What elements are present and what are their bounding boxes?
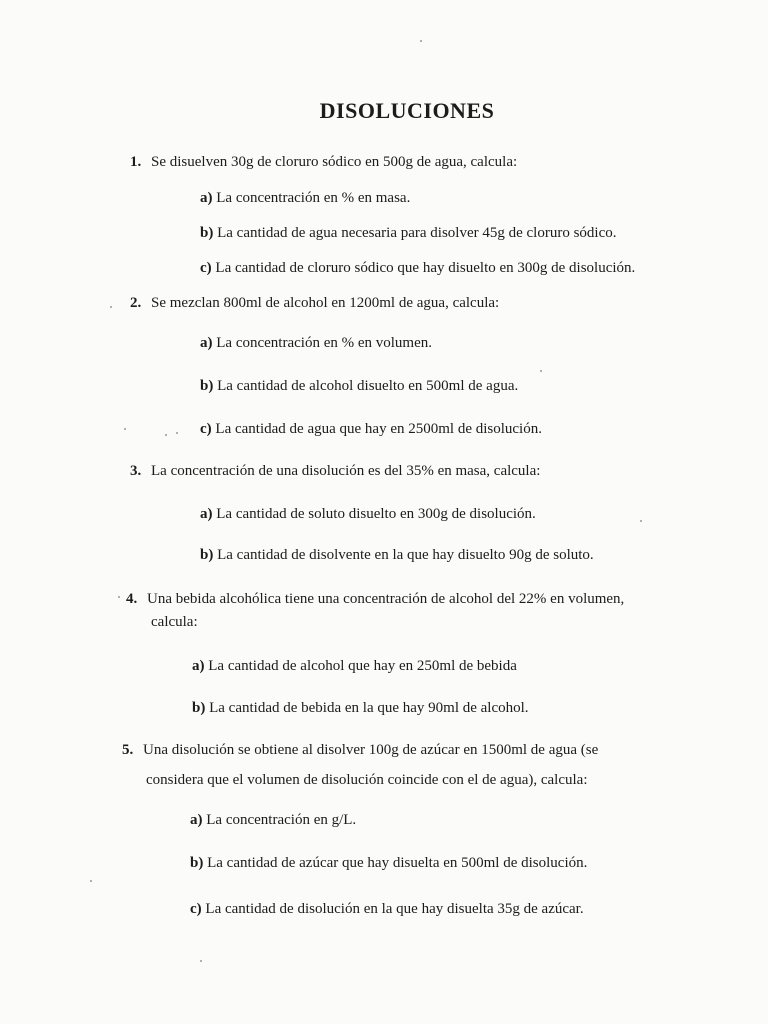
- scan-speck: [540, 370, 542, 372]
- item-text: La cantidad de agua que hay en 2500ml de disolución.: [215, 421, 542, 437]
- problem-number: 2.: [130, 295, 142, 311]
- scan-speck: [118, 596, 120, 598]
- problem-text: Se mezclan 800ml de alcohol en 1200ml de agua, calcula:: [151, 295, 500, 311]
- item-text: La cantidad de alcohol disuelto en 500ml de agua.: [217, 378, 519, 394]
- problem-4: [126, 589, 624, 609]
- item-label: a): [190, 812, 203, 828]
- problem-text-cont: considera que el volumen de disolución coincide con el de agua), calcula:: [146, 772, 588, 788]
- problem-5: [122, 740, 598, 760]
- item-label: a): [192, 658, 205, 674]
- problem-item: [200, 223, 617, 243]
- item-label: a): [200, 506, 213, 522]
- scan-speck: [200, 960, 202, 962]
- item-label: c): [200, 260, 212, 276]
- item-label: a): [200, 190, 213, 206]
- item-label: c): [190, 901, 202, 917]
- item-text: La cantidad de bebida en la que hay 90ml de alcohol.: [209, 700, 529, 716]
- problem-2: [130, 293, 499, 313]
- item-label: a): [200, 335, 213, 351]
- item-text: La cantidad de cloruro sódico que hay disuelto en 300g de disolución.: [215, 260, 636, 276]
- problem-item: [190, 853, 587, 873]
- problem-text: Una bebida alcohólica tiene una concentración de alcohol del 22% en volumen,: [147, 591, 625, 607]
- problem-number: 4.: [126, 591, 138, 607]
- item-label: b): [200, 378, 214, 394]
- item-text: La cantidad de azúcar que hay disuelta en 500ml de disolución.: [207, 855, 588, 871]
- scan-speck: [124, 428, 126, 430]
- item-label: b): [200, 547, 214, 563]
- item-text: La cantidad de soluto disuelto en 300g de disolución.: [216, 506, 536, 522]
- problem-item: [190, 810, 356, 830]
- problem-item: [200, 376, 518, 396]
- problem-item: [200, 258, 635, 278]
- page-title: DISOLUCIONES: [319, 98, 495, 123]
- scan-speck: [176, 432, 178, 434]
- problem-text: La concentración de una disolución es del 35% en masa, calcula:: [151, 463, 541, 479]
- problem-item: [200, 188, 410, 208]
- item-label: b): [192, 700, 206, 716]
- problem-item: [200, 419, 542, 439]
- problem-1: [130, 152, 517, 172]
- problem-text: Una disolución se obtiene al disolver 100g de azúcar en 1500ml de agua (se: [143, 742, 599, 758]
- problem-item: [190, 899, 584, 919]
- item-text: La cantidad de disolución en la que hay disuelta 35g de azúcar.: [205, 901, 584, 917]
- scan-speck: [165, 434, 167, 436]
- item-text: La cantidad de disolvente en la que hay disuelto 90g de soluto.: [217, 547, 594, 563]
- item-label: b): [200, 225, 214, 241]
- item-text: La cantidad de agua necesaria para disolver 45g de cloruro sódico.: [217, 225, 617, 241]
- item-text: La concentración en % en masa.: [216, 190, 411, 206]
- scan-speck: [640, 520, 642, 522]
- problem-item: [200, 545, 594, 565]
- problem-number: 5.: [122, 742, 134, 758]
- problem-item: [192, 656, 517, 676]
- problem-text-cont: calcula:: [151, 614, 198, 630]
- problem-item: [192, 698, 529, 718]
- problem-number: 3.: [130, 463, 142, 479]
- scan-speck: [420, 40, 422, 42]
- problem-3: [130, 461, 540, 481]
- item-label: c): [200, 421, 212, 437]
- item-text: La cantidad de alcohol que hay en 250ml de bebida: [208, 658, 517, 674]
- scan-speck: [110, 306, 112, 308]
- item-text: La concentración en g/L.: [206, 812, 357, 828]
- problem-number: 1.: [130, 154, 142, 170]
- item-text: La concentración en % en volumen.: [216, 335, 432, 351]
- problem-item: [200, 333, 432, 353]
- scan-speck: [90, 880, 92, 882]
- problem-text: Se disuelven 30g de cloruro sódico en 500g de agua, calcula:: [151, 154, 518, 170]
- item-label: b): [190, 855, 204, 871]
- problem-item: [200, 504, 536, 524]
